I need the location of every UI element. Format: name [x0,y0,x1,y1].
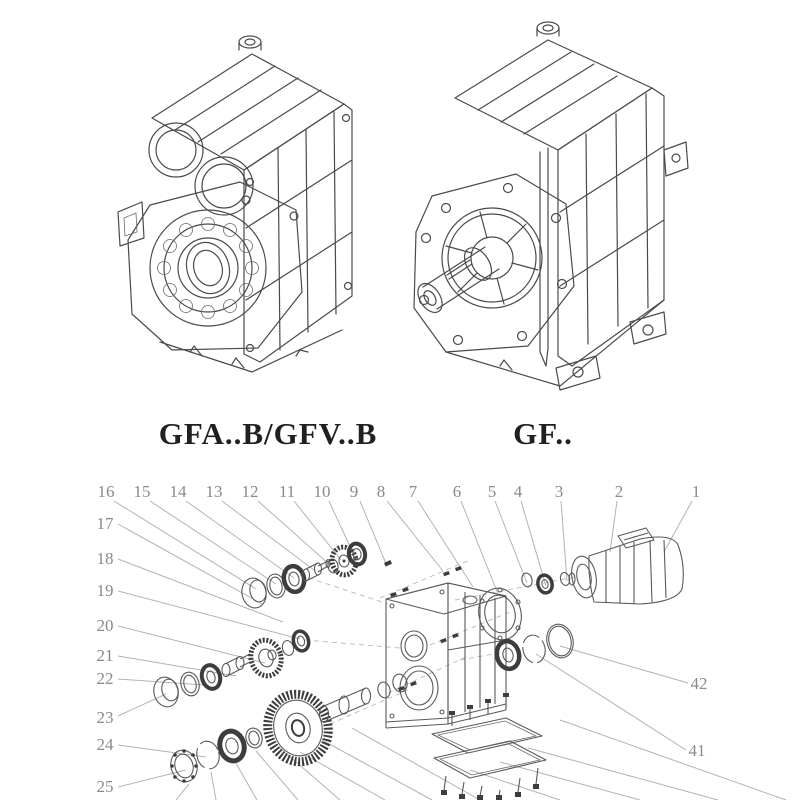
model-label-gfab-gfv: GFA..B/GFV..B [158,416,378,451]
callout-4: 4 [513,482,523,501]
front-face [128,182,302,350]
callout-11: 11 [278,482,296,501]
callout-22: 22 [96,669,114,688]
electric-motor-part [569,528,684,604]
helical-gear-part [260,687,336,768]
pinion-shaft-part [222,654,250,677]
top-fins [455,40,652,150]
mount-ear [118,202,144,246]
ball-bearing-part [347,542,367,566]
oil-plug [239,36,261,50]
callout-7: 7 [408,482,418,501]
callout-41: 41 [688,741,706,760]
side-panel [558,88,688,366]
callout-12: 12 [241,482,259,501]
callout-23: 23 [96,708,114,727]
bearing-part [494,639,522,671]
callout-6: 6 [452,482,462,501]
ball-bearing-part [199,663,223,691]
callout-19: 19 [96,581,114,600]
callout-17: 17 [96,514,114,533]
figure-gf-unit [413,22,688,390]
top-fins [152,54,344,170]
callout-3: 3 [554,482,564,501]
leader-lines [114,501,786,800]
end-cap-part [151,674,182,709]
callout-13: 13 [205,482,223,501]
exploded-view [97,482,787,800]
callout-25: 25 [96,777,114,796]
intermediate-shaft-assembly [151,629,311,709]
cover-plate-part [434,741,546,778]
output-flange-face [414,174,574,352]
callout-18: 18 [96,549,114,568]
o-ring-part [543,621,576,660]
bottom-feet [446,300,664,390]
washer-part [244,726,265,749]
oil-plug [537,22,559,36]
output-shaft [413,243,499,317]
hollow-shaft-bearing [150,210,266,326]
callout-2: 2 [614,482,624,501]
callout-10: 10 [313,482,331,501]
callout-5: 5 [487,482,497,501]
callout-15: 15 [133,482,151,501]
bottom-cover-assembly [432,693,546,800]
callout-1: 1 [691,482,701,501]
adapter-flange-part [473,584,526,645]
callout-16: 16 [97,482,115,501]
gear-with-hub-part [247,637,285,680]
center-rib [540,148,548,366]
callout-42: 42 [690,674,708,693]
model-label-gf: GF.. [513,416,573,451]
housing-bolts [390,566,462,691]
input-pinion-shaft-part [303,560,331,582]
shaft-rings [376,672,409,699]
callout-20: 20 [96,616,114,635]
assembly-axis-dashes [300,560,575,724]
callout-8: 8 [376,482,386,501]
callout-21: 21 [96,646,114,665]
snap-ring-part [520,633,548,665]
ball-bearing-part [217,728,248,763]
callout-9: 9 [349,482,359,501]
figure-gfab-gfv-unit [118,36,352,372]
callout-24: 24 [96,735,114,754]
callout-14: 14 [169,482,187,501]
